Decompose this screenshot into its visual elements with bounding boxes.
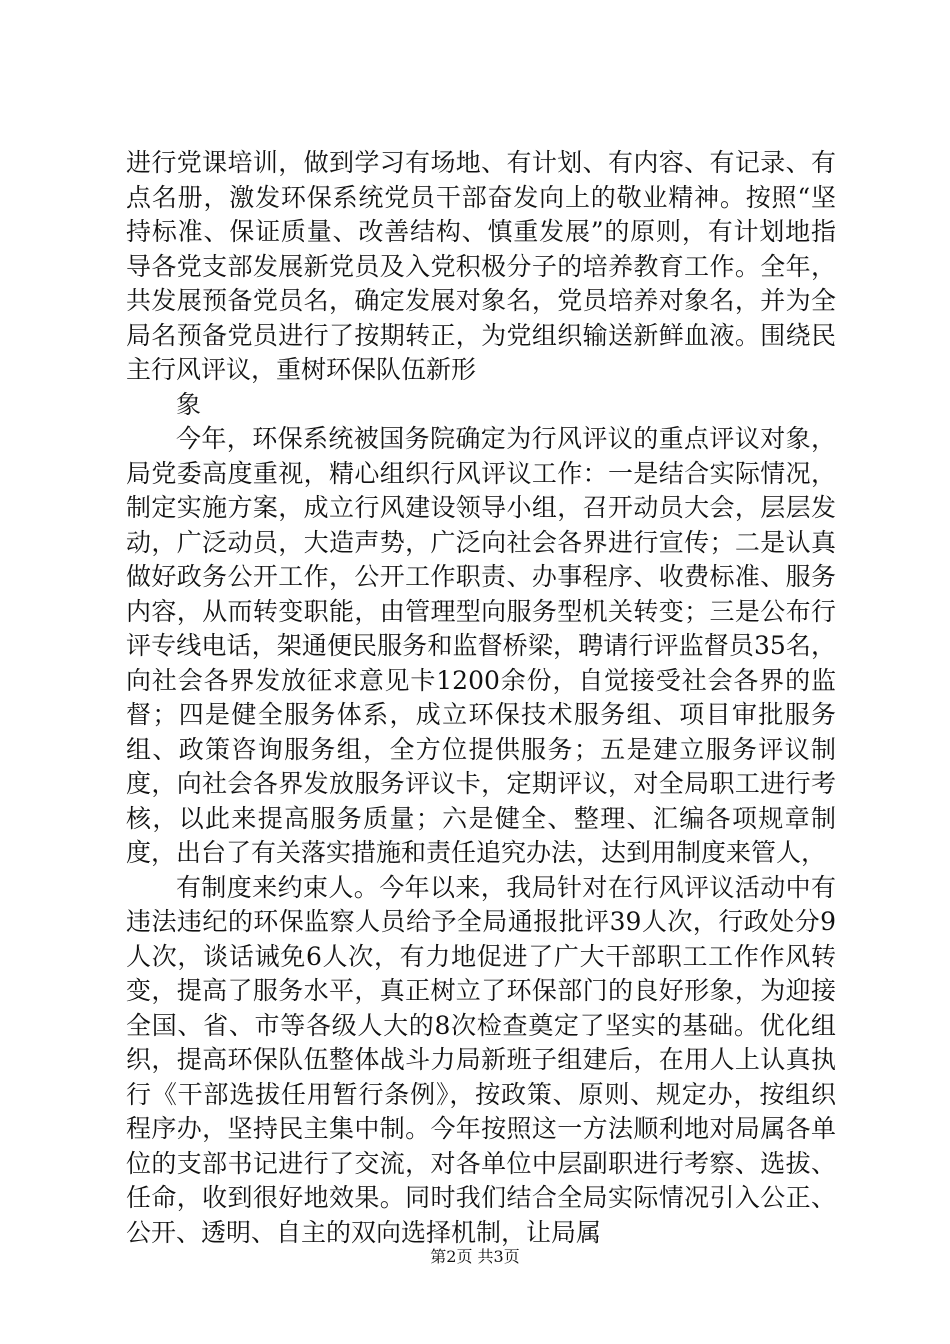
document-body [126,146,836,1250]
paragraph-party-training: 进行党课培训，做到学习有场地、有计划、有内容、有记录、有点名册，激发环保系统党员干部奋发向上的敬业精神。按照“坚持标准、保证质量、改善结构、慎重发展”的原则，有计划地指导各党支部发展新党员及入党积极分子的培养教育工作。全年，共发展预备党员名，确定发展对象名，党员培养对象名，并为全局名预备党员进行了按期转正，为党组织输送新鲜血液。围绕民主行风评议，重树环保队伍新形 [126,148,836,384]
paragraph-conduct-review: 今年，环保系统被国务院确定为行风评议的重点评议对象，局党委高度重视，精心组织行风评议工作：一是结合实际情况，制定实施方案，成立行风建设领导小组，召开动员大会，层层发动，广泛动员，大造声势，广泛向社会各界进行宣传；二是认真做好政务公开工作，公开工作职责、办事程序、收费标准、服务内容，从而转变职能，由管理型向服务型机关转变；三是公布行评专线电话，架通便民服务和监督桥梁，聘请行评监督员35名，向社会各界发放征求意见卡1200余份，自觉接受社会各界的监督；四是健全服务体系，成立环保技术服务组、项目审批服务组、政策咨询服务组，全方位提供服务；五是建立服务评议制度，向社会各界发放服务评议卡，定期评议，对全局职工进行考核，以此来提高服务质量；六是健全、整理、汇编各项规章制度，出台了有关落实措施和责任追究办法，达到用制度来管人， [126,424,836,867]
paragraph-heading-continuation: 象 [176,389,202,419]
paragraph-discipline-and-organization: 有制度来约束人。今年以来，我局针对在行风评议活动中有违法违纪的环保监察人员给予全局通报批评39人次，行政处分9人次，谈话诫免6人次，有力地促进了广大干部职工工作作风转变，提高了服务水平，真正树立了环保部门的良好形象，为迎接全国、省、市等各级人大的8次检查奠定了坚实的基础。优化组织，提高环保队伍整体战斗力局新班子组建后，在用人上认真执行《干部选拔任用暂行条例》，按政策、原则、规定办，按组织程序办，坚持民主集中制。今年按照这一方法顺利地对局属各单位的支部书记进行了交流，对各单位中层副职进行考察、选拔、任命，收到很好地效果。同时我们结合全局实际情况引入公正、公开、透明、自主的双向选择机制，让局属 [126,872,836,1247]
page-number-footer: 第2页 共3页 [430,1247,520,1266]
